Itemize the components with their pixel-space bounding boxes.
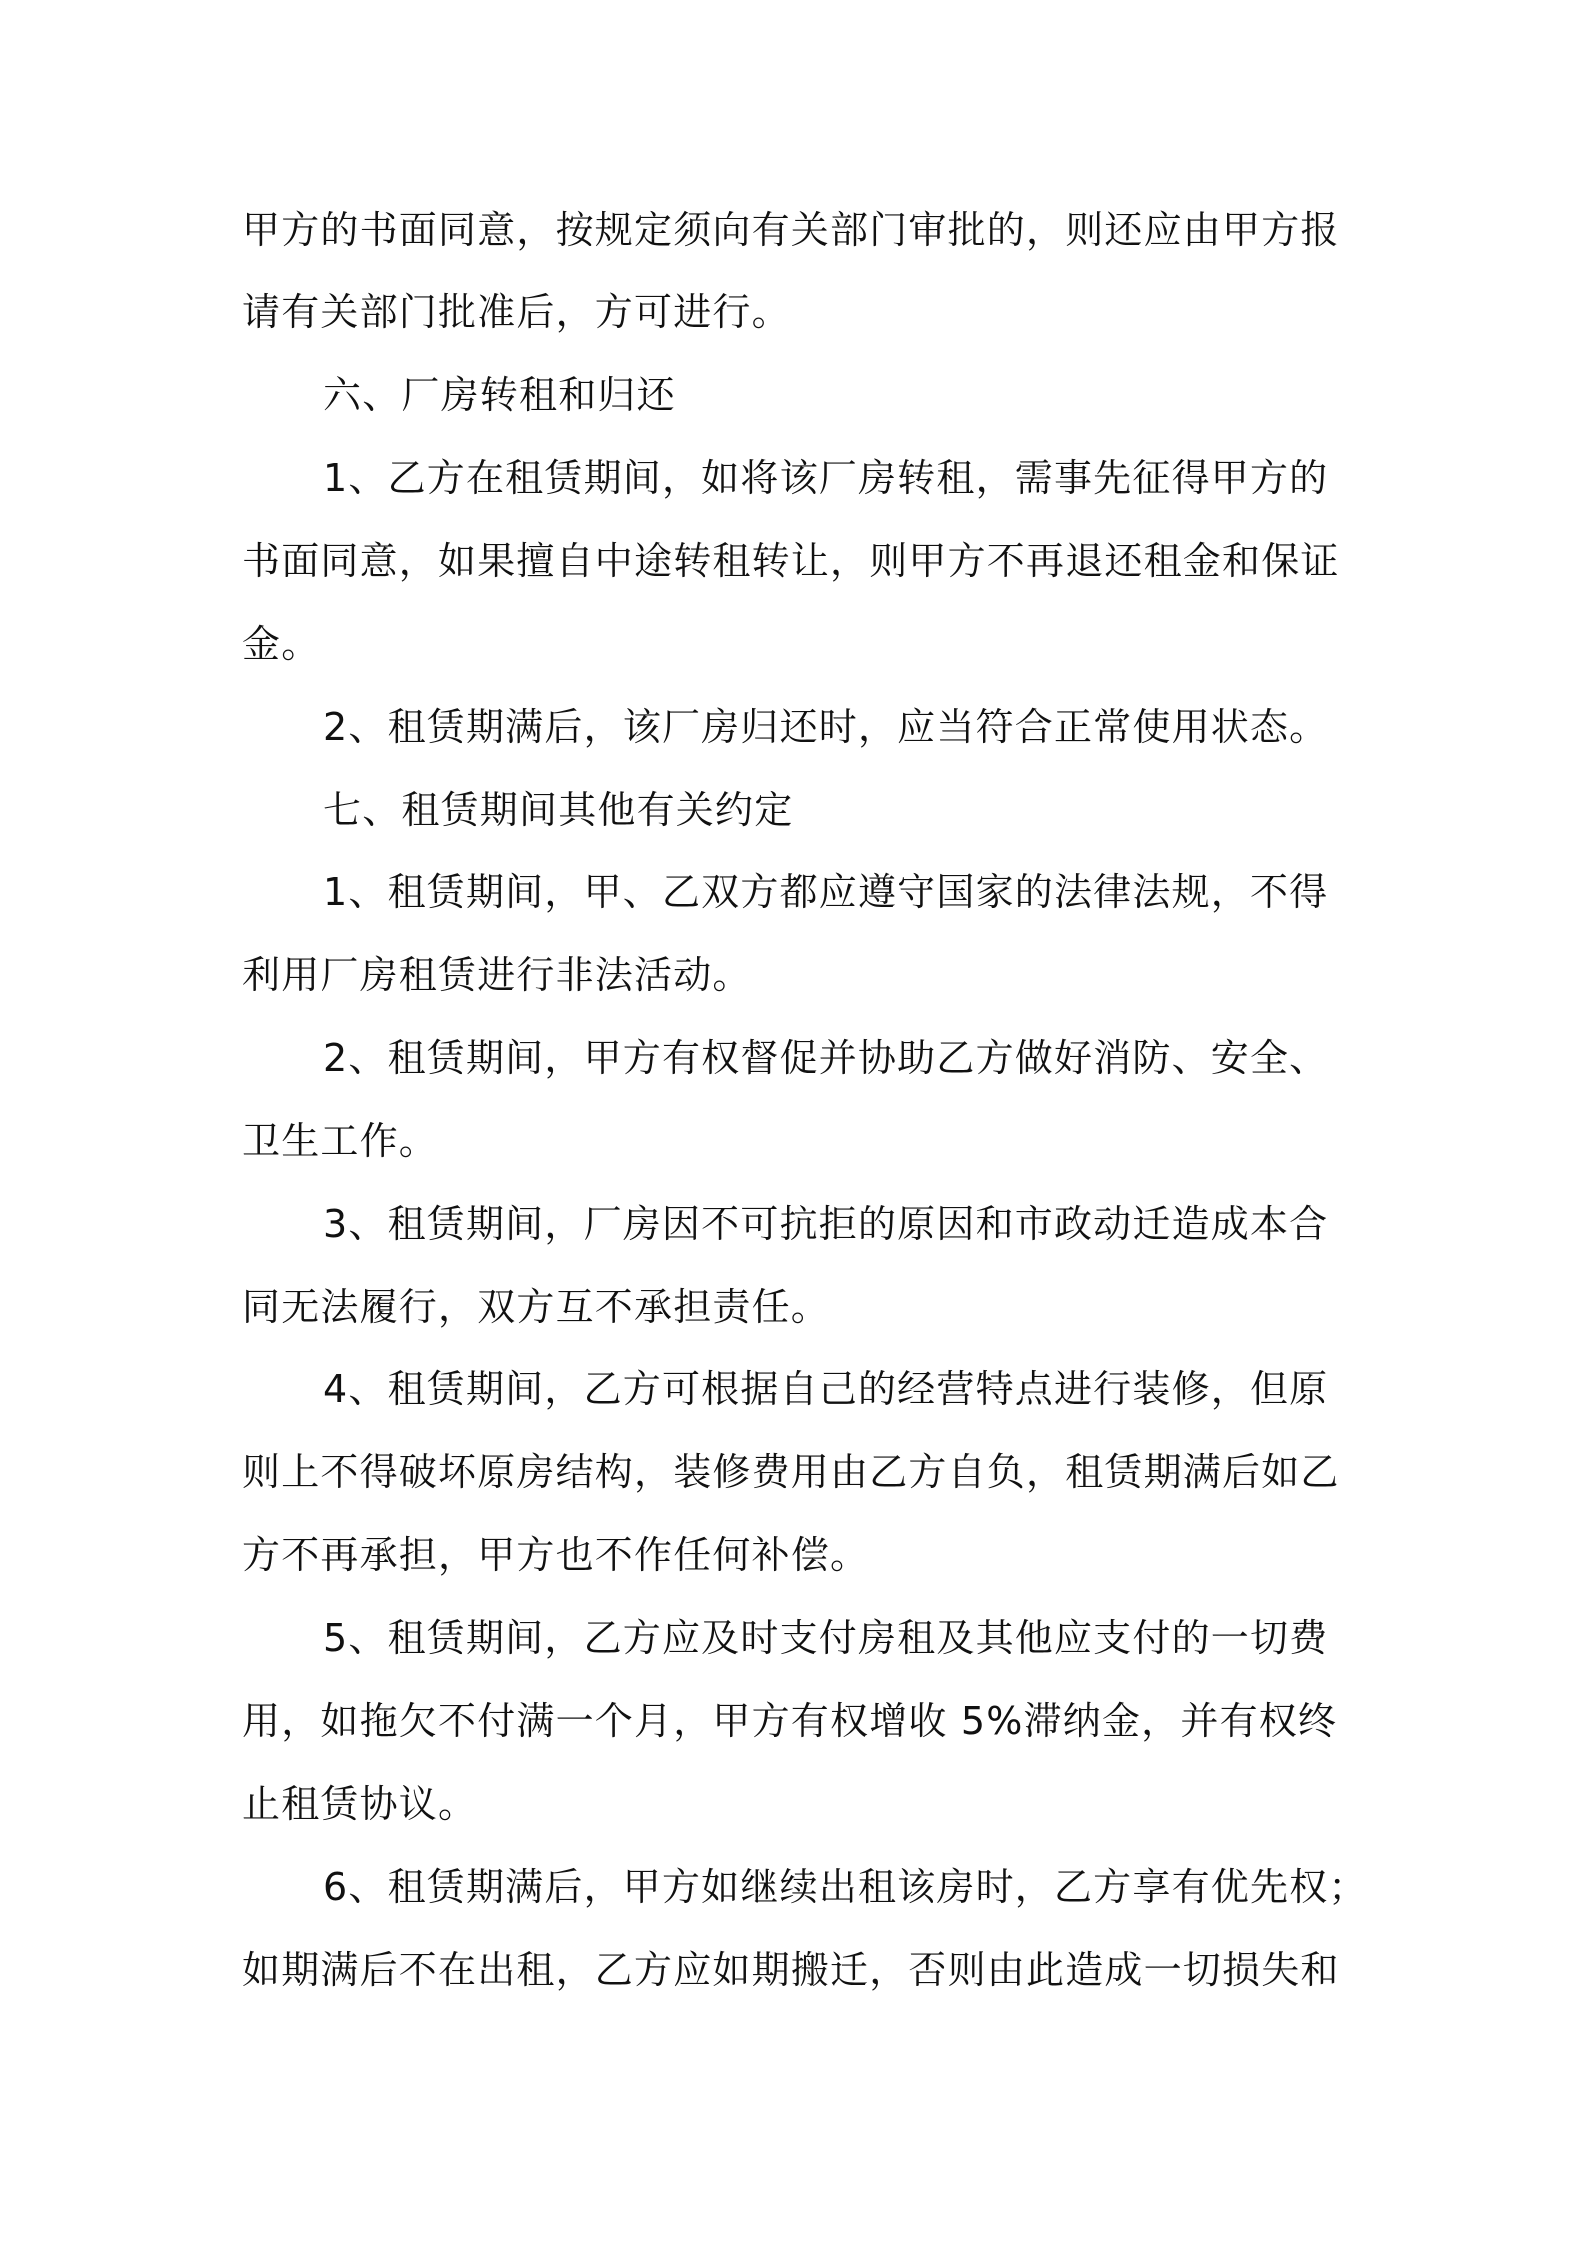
text-line: 同无法履行，双方互不承担责任。 (242, 1285, 831, 1329)
text-line: 方不再承担，甲方也不作任何补偿。 (242, 1533, 870, 1577)
text-line: 金。 (242, 622, 321, 666)
text-line: 利用厂房租赁进行非法活动。 (242, 953, 752, 997)
text-line: 1、租赁期间，甲、乙双方都应遵守国家的法律法规，不得 (323, 870, 1329, 914)
text-line: 用，如拖欠不付满一个月，甲方有权增收 5%滞纳金，并有权终 (242, 1699, 1338, 1743)
text-line: 2、租赁期间，甲方有权督促并协助乙方做好消防、安全、 (323, 1036, 1329, 1080)
text-line: 甲方的书面同意，按规定须向有关部门审批的，则还应由甲方报 (242, 208, 1340, 252)
text-line: 则上不得破坏原房结构，装修费用由乙方自负，租赁期满后如乙 (242, 1450, 1340, 1494)
text-line: 3、租赁期间，厂房因不可抗拒的原因和市政动迁造成本合 (323, 1202, 1329, 1246)
text-line: 1、乙方在租赁期间，如将该厂房转租，需事先征得甲方的 (323, 456, 1329, 500)
text-line: 书面同意，如果擅自中途转租转让，则甲方不再退还租金和保证 (242, 539, 1340, 583)
section-heading: 六、厂房转租和归还 (323, 373, 676, 417)
text-line: 请有关部门批准后，方可进行。 (242, 290, 791, 334)
text-line: 如期满后不在出租，乙方应如期搬迁，否则由此造成一切损失和 (242, 1948, 1340, 1992)
text-line: 2、租赁期满后，该厂房归还时，应当符合正常使用状态。 (323, 705, 1329, 749)
text-line: 卫生工作。 (242, 1119, 439, 1163)
text-line: 6、租赁期满后，甲方如继续出租该房时，乙方享有优先权； (323, 1865, 1368, 1909)
section-heading: 七、租赁期间其他有关约定 (323, 788, 794, 832)
text-line: 4、租赁期间，乙方可根据自己的经营特点进行装修，但原 (323, 1367, 1329, 1411)
text-line: 5、租赁期间，乙方应及时支付房租及其他应支付的一切费 (323, 1616, 1329, 1660)
text-line: 止租赁协议。 (242, 1782, 478, 1826)
